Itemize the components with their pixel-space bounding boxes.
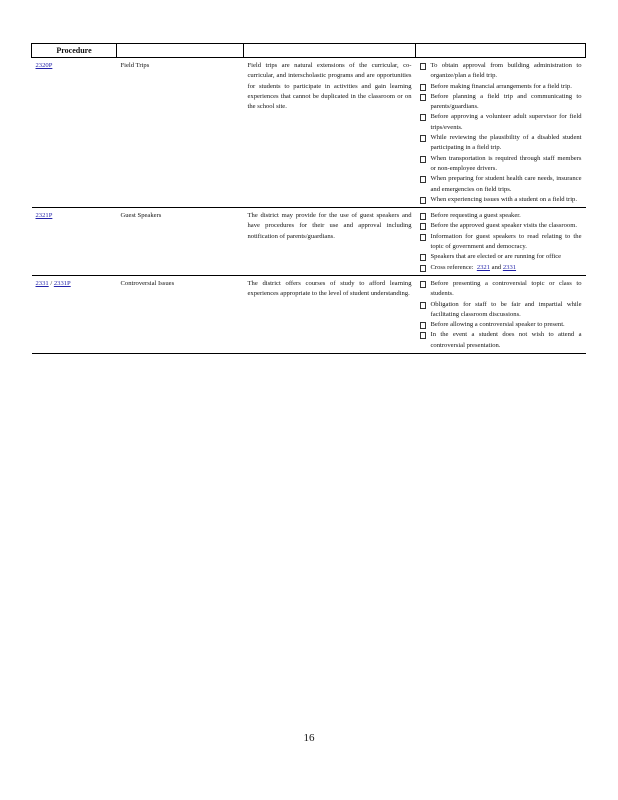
procedure-description: The district may provide for the use of guest speakers and have procedures for their use and approval including notification of parents/guardians. <box>244 208 416 276</box>
list-item <box>420 112 582 133</box>
list-item <box>420 300 582 321</box>
list-item <box>420 252 582 262</box>
list-item-text: Obligation for staff to be fair and impartial while facilitating classroom discussions. <box>430 300 582 318</box>
list-item-text: Before approving a volunteer adult supervisor for field trips/events. <box>430 113 582 131</box>
checkbox-bullet-icon <box>420 281 426 288</box>
list-item-text: Before making financial arrangements for a field trip. <box>430 82 572 90</box>
table-header-row <box>32 44 586 58</box>
procedure-title: Field Trips <box>117 58 244 208</box>
list-item-text: When experiencing issues with a student on a field trip. <box>430 195 577 203</box>
table-row <box>32 275 586 353</box>
list-item <box>420 195 582 205</box>
code-separator: / <box>50 279 53 287</box>
checkbox-bullet-icon <box>420 332 426 339</box>
checkbox-bullet-icon <box>420 254 426 261</box>
checkbox-bullet-icon <box>420 114 426 121</box>
list-item <box>420 92 582 113</box>
checkbox-bullet-icon <box>420 84 426 91</box>
procedure-code-cell <box>32 275 117 353</box>
header-col-2 <box>117 44 244 58</box>
header-col-3 <box>244 44 416 58</box>
list-item-text: When preparing for student health care needs, insurance and emergencies on field trips. <box>430 175 582 193</box>
page-number: 16 <box>303 732 315 744</box>
list-item-text: Before requesting a guest speaker. <box>430 212 521 220</box>
procedure-steps-cell <box>416 58 586 208</box>
checkbox-bullet-icon <box>420 265 426 272</box>
list-item-text: When transportation is required through staff members or non-employee drivers. <box>430 154 582 172</box>
checkbox-bullet-icon <box>420 302 426 309</box>
procedure-code-cell <box>32 58 117 208</box>
procedure-code-link[interactable]: 2320P <box>35 62 53 69</box>
table-row <box>32 208 586 276</box>
list-item <box>420 174 582 195</box>
list-item-text: Information for guest speakers to read relating to the topic of government and democracy. <box>430 232 582 251</box>
checkbox-bullet-icon <box>420 156 426 163</box>
procedure-steps-cell <box>416 208 586 276</box>
list-item <box>420 279 582 300</box>
list-item-text: To obtain approval from building administration to organize/plan a field trip. <box>430 62 582 80</box>
list-item <box>420 232 582 253</box>
procedure-steps-list <box>420 211 582 273</box>
checkbox-bullet-icon <box>420 322 426 329</box>
procedure-description: Field trips are natural extensions of the curricular, co-curricular, and interscholastic programs and are opportunities for students to participate in activities and gain learning experiences that cannot be duplicated in the classroom or on the school site. <box>244 58 416 208</box>
list-item-text: While reviewing the plausibility of a disabled student participating in a field trip. <box>430 134 582 152</box>
list-item-text: Speakers that are elected or are running for office <box>430 253 562 261</box>
checkbox-bullet-icon <box>420 63 426 70</box>
list-item <box>420 154 582 175</box>
list-item-text: In the event a student does not wish to attend a controversial presentation. <box>430 331 582 349</box>
checkbox-bullet-icon <box>420 197 426 204</box>
procedure-code-link[interactable]: 2321P <box>35 212 53 220</box>
checkbox-bullet-icon <box>420 176 426 183</box>
procedure-table <box>31 43 586 354</box>
header-col-4 <box>416 44 586 58</box>
cross-reference-item <box>420 263 582 273</box>
cross-reference-link[interactable]: 2331 <box>502 263 517 271</box>
procedure-steps-list <box>420 61 582 205</box>
procedure-code-link[interactable]: 2331P <box>53 279 71 287</box>
table-row <box>32 58 586 208</box>
procedure-description: The district offers courses of study to afford learning experiences appropriate to the level of student understanding. <box>244 275 416 353</box>
checkbox-bullet-icon <box>420 234 426 241</box>
checkbox-bullet-icon <box>420 94 426 101</box>
list-item <box>420 330 582 351</box>
list-item <box>420 320 582 330</box>
list-item-text: Before the approved guest speaker visits the classroom. <box>430 222 577 230</box>
procedure-code-link[interactable]: 2331 <box>35 279 49 287</box>
list-item-text: Before presenting a controversial topic or class to students. <box>430 279 582 298</box>
cross-reference-link[interactable]: 2321 <box>476 263 491 271</box>
header-procedure: Procedure <box>32 44 117 58</box>
list-item-text: Before allowing a controversial speaker to present. <box>430 321 565 329</box>
procedure-steps-cell <box>416 275 586 353</box>
procedure-title: Guest Speakers <box>117 208 244 276</box>
cross-reference-label: Cross reference: <box>430 263 474 271</box>
list-item <box>420 211 582 221</box>
list-item-text: Before planning a field trip and communicating to parents/guardians. <box>430 92 582 111</box>
list-item <box>420 221 582 231</box>
list-item <box>420 61 582 82</box>
checkbox-bullet-icon <box>420 223 426 230</box>
checkbox-bullet-icon <box>420 213 426 220</box>
procedure-title: Controversial Issues <box>117 275 244 353</box>
list-item <box>420 82 582 92</box>
checkbox-bullet-icon <box>420 135 426 142</box>
cross-reference-joiner: and <box>491 263 502 271</box>
procedure-steps-list <box>420 279 582 351</box>
list-item <box>420 133 582 154</box>
procedure-code-cell <box>32 208 117 276</box>
